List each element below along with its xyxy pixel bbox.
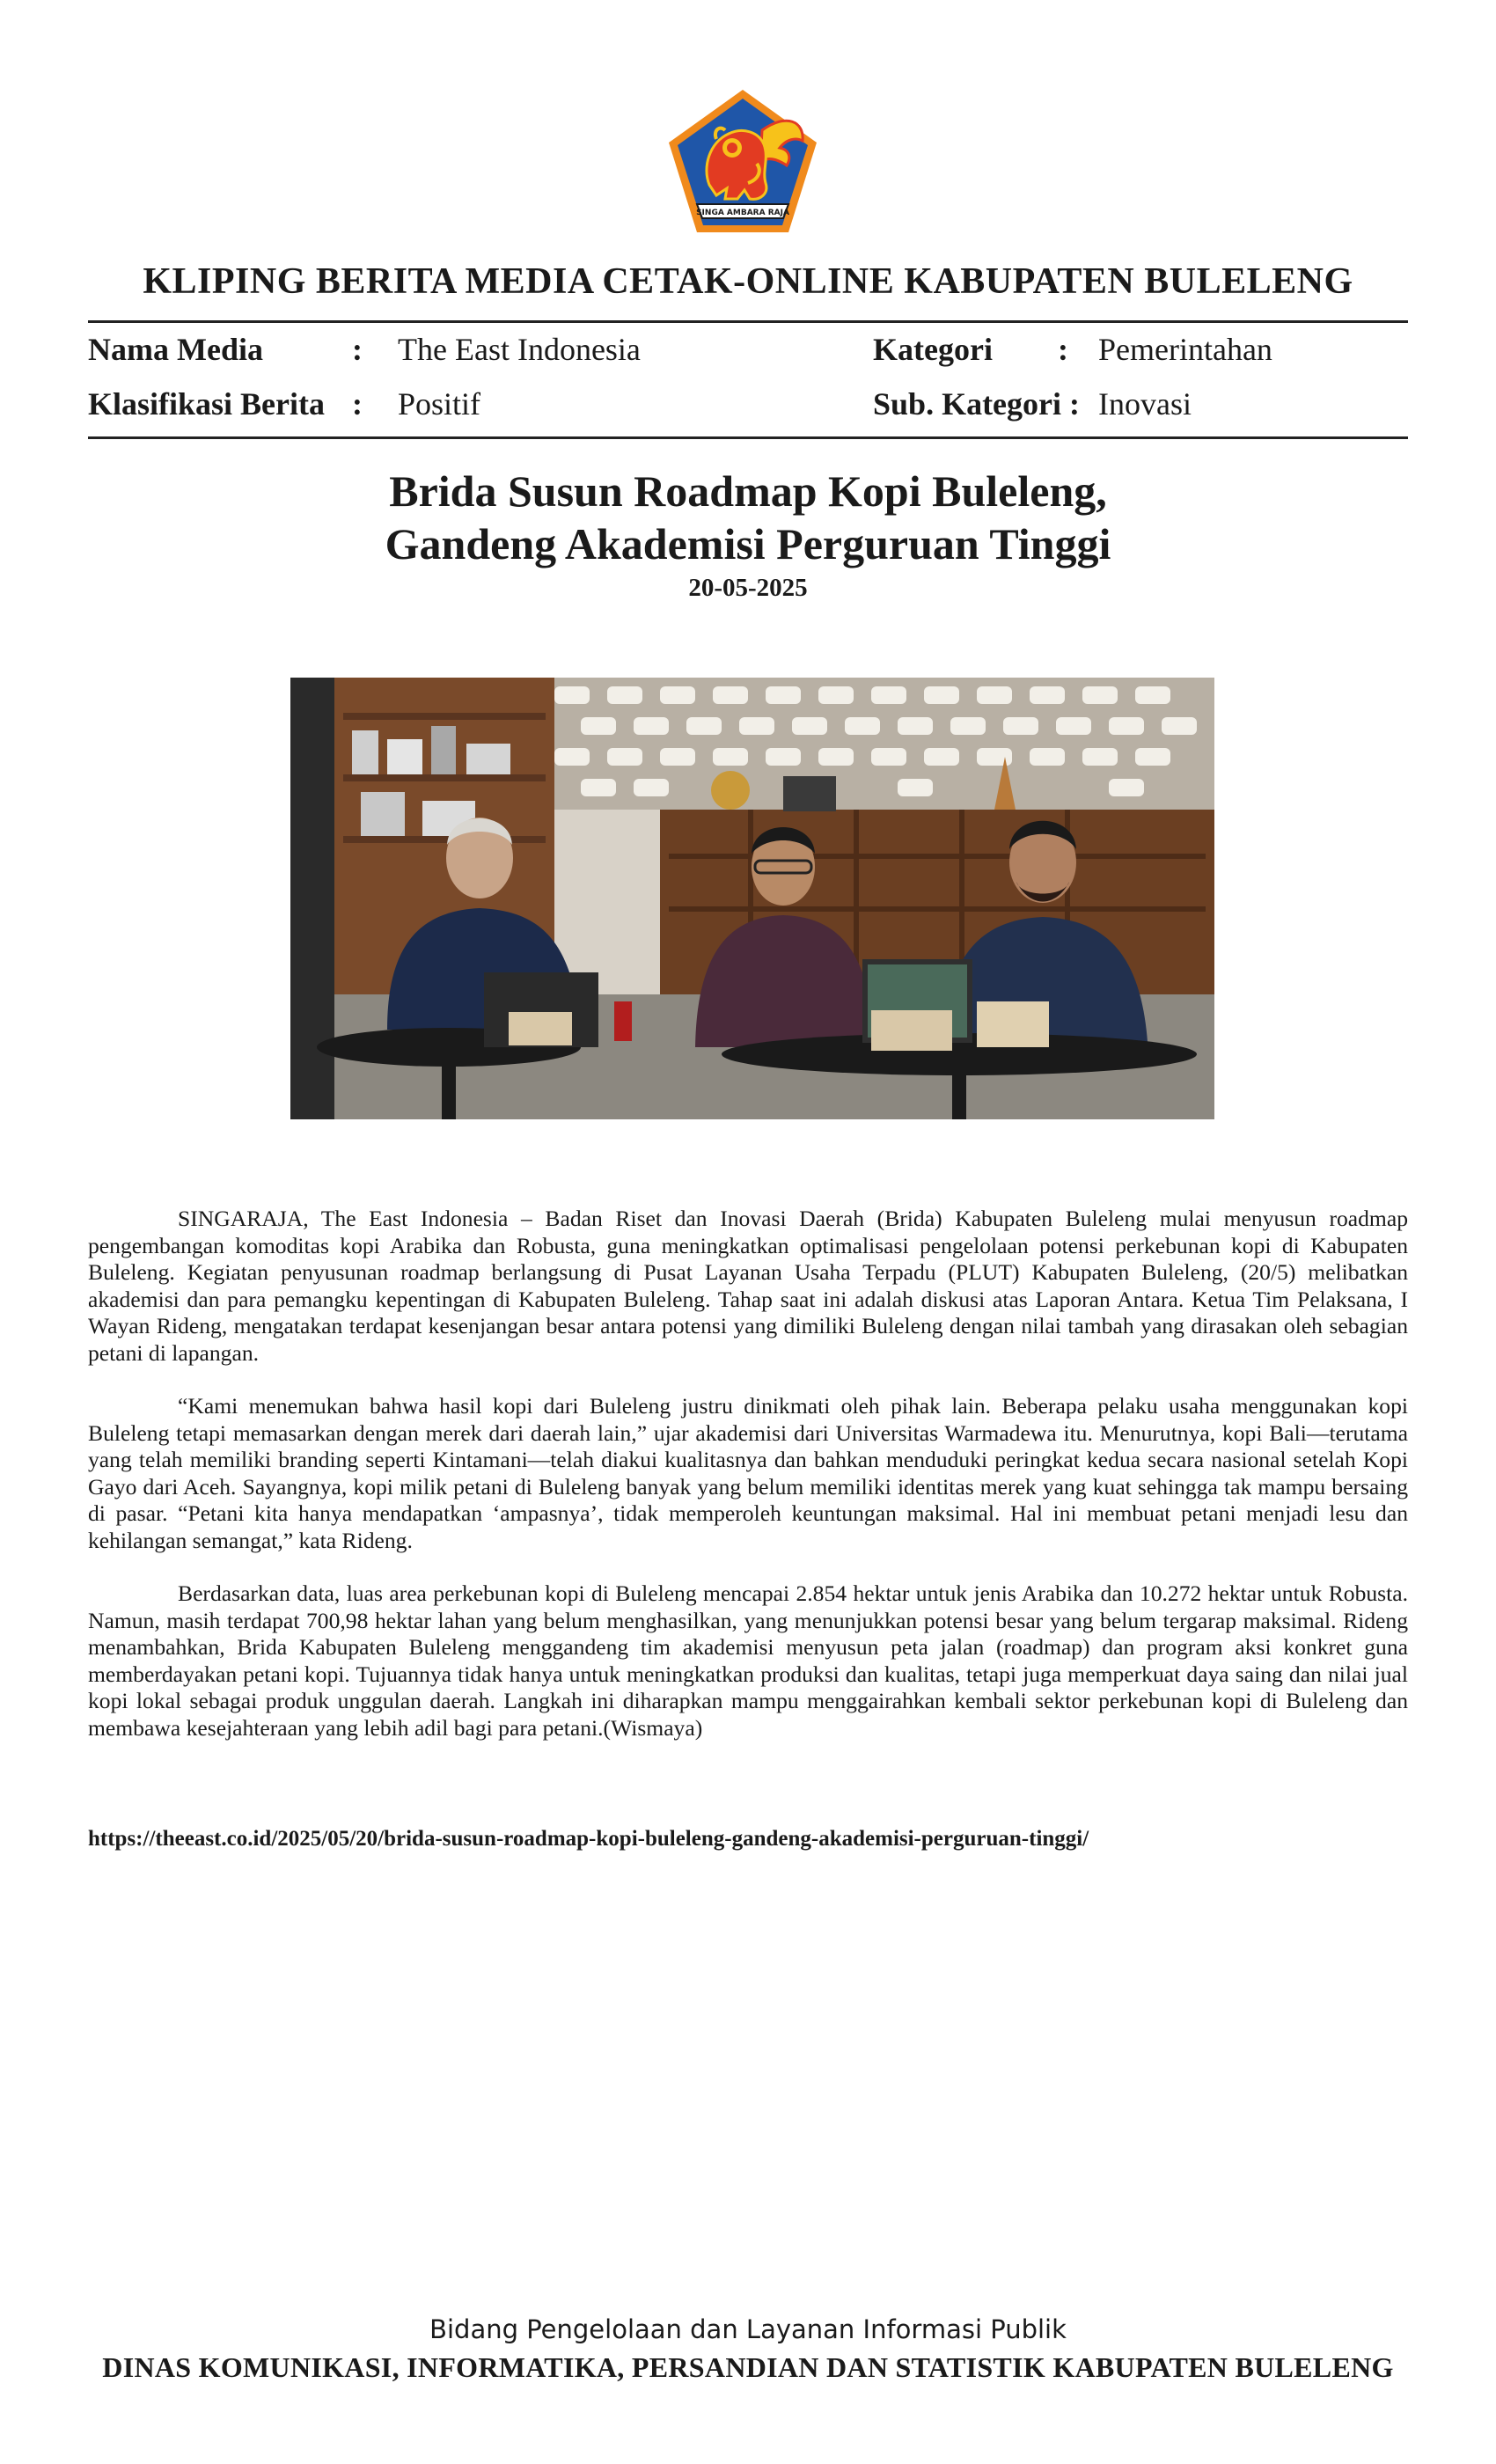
article-paragraph-2: “Kami menemukan bahwa hasil kopi dari Buleleng justru dinikmati oleh pihak lain. Beberapa pelaku usaha menggunakan kopi Buleleng tetapi memasarkan dengan merek dari daerah lain,” ujar akademisi dari Universitas Warmadewa itu. Menurutnya, kopi Bali—terutama yang telah memiliki branding seperti Kintamani—telah diakui kualitasnya dan bahkan menduduki peringkat kedua secara nasional setelah Kopi Gayo dari Aceh. Sayangnya, kopi milik petani di Buleleng banyak yang belum memiliki identitas merek yang kuat sehingga tak mampu bersaing di pasar. “Petani kita hanya mendapatkan ‘ampasnya’, tidak memperoleh keuntungan maksimal. Hal ini membuat petani menjadi lesu dan kehilangan semangat,” kata Rideng. [88,1393,1408,1553]
subkategori-label: Sub. Kategori : [873,386,1081,422]
article-photo [290,678,1214,1119]
source-url-link[interactable]: https://theeast.co.id/2025/05/20/brida-susun-roadmap-kopi-buleleng-gandeng-akademisi-perguruan-tinggi/ [88,1827,1089,1851]
footer-department: Bidang Pengelolaan dan Layanan Informasi Publik [429,2314,1067,2344]
meta-row-2 [88,385,1408,435]
header-divider-bottom [88,436,1408,439]
discussion-photo-icon [290,678,1214,1119]
media-label: Nama Media [88,332,263,367]
media-value: The East Indonesia [398,332,641,367]
subkategori-value: Inovasi [1098,386,1192,422]
meta-row-1 [88,331,1408,380]
klasifikasi-label: Klasifikasi Berita [88,386,325,422]
buleleng-emblem-logo [664,86,822,238]
media-colon: : [352,332,363,367]
article-date: 20-05-2025 [688,574,808,602]
article-body [88,1206,1408,1768]
header-divider-top [88,320,1408,323]
singa-ambara-raja-emblem-icon [664,86,822,238]
footer-agency: DINAS KOMUNIKASI, INFORMATIKA, PERSANDIAN DAN STATISTIK KABUPATEN BULELENG [102,2351,1394,2383]
klasifikasi-value: Positif [398,386,481,422]
article-headline [88,465,1408,570]
article-paragraph-3: Berdasarkan data, luas area perkebunan kopi di Buleleng mencapai 2.854 hektar untuk jenis Arabika dan 10.272 hektar untuk Robusta. Namun, masih terdapat 700,98 hektar lahan yang belum menghasilkan, yang menunjukkan potensi besar yang belum tergarap maksimal. Rideng menambahkan, Brida Kabupaten Buleleng menggandeng tim akademisi menyusun peta jalan (roadmap) dan program aksi konkret guna memberdayakan petani kopi. Tujuannya tidak hanya untuk meningkatkan produksi dan kualitas, tetapi juga memperkuat daya saing dan nilai jual kopi lokal sebagai produk unggulan daerah. Langkah ini diharapkan mampu menggairahkan kembali sektor perkebunan kopi di Buleleng dan membawa kesejahteraan yang lebih adil bagi para petani.(Wismaya) [88,1580,1408,1741]
headline-line-1: Brida Susun Roadmap Kopi Buleleng, [389,466,1107,516]
klasifikasi-colon: : [352,386,363,422]
kategori-colon: : [1058,332,1068,367]
logo-banner-text: SINGA AMBARA RAJA [696,209,789,217]
kategori-value: Pemerintahan [1098,332,1272,367]
article-paragraph-1: SINGARAJA, The East Indonesia – Badan Riset dan Inovasi Daerah (Brida) Kabupaten Buleleng mulai menyusun roadmap pengembangan komoditas kopi Arabika dan Robusta, guna meningkatkan optimalisasi pengelolaan potensi perkebunan kopi di Kabupaten Buleleng. Kegiatan penyusunan roadmap berlangsung di Pusat Layanan Usaha Terpadu (PLUT) Kabupaten Buleleng, (20/5) melibatkan akademisi dan para pemangku kepentingan di Kabupaten Buleleng. Tahap saat ini adalah diskusi atas Laporan Antara. Ketua Tim Pelaksana, I Wayan Rideng, mengatakan terdapat kesenjangan besar antara potensi yang dimiliki Buleleng dengan nilai tambah yang dirasakan oleh sebagian petani di lapangan. [88,1206,1408,1366]
clipping-header-title: KLIPING BERITA MEDIA CETAK-ONLINE KABUPATEN BULELENG [143,261,1353,302]
kategori-label: Kategori [873,332,993,367]
headline-line-2: Gandeng Akademisi Perguruan Tinggi [385,519,1111,568]
